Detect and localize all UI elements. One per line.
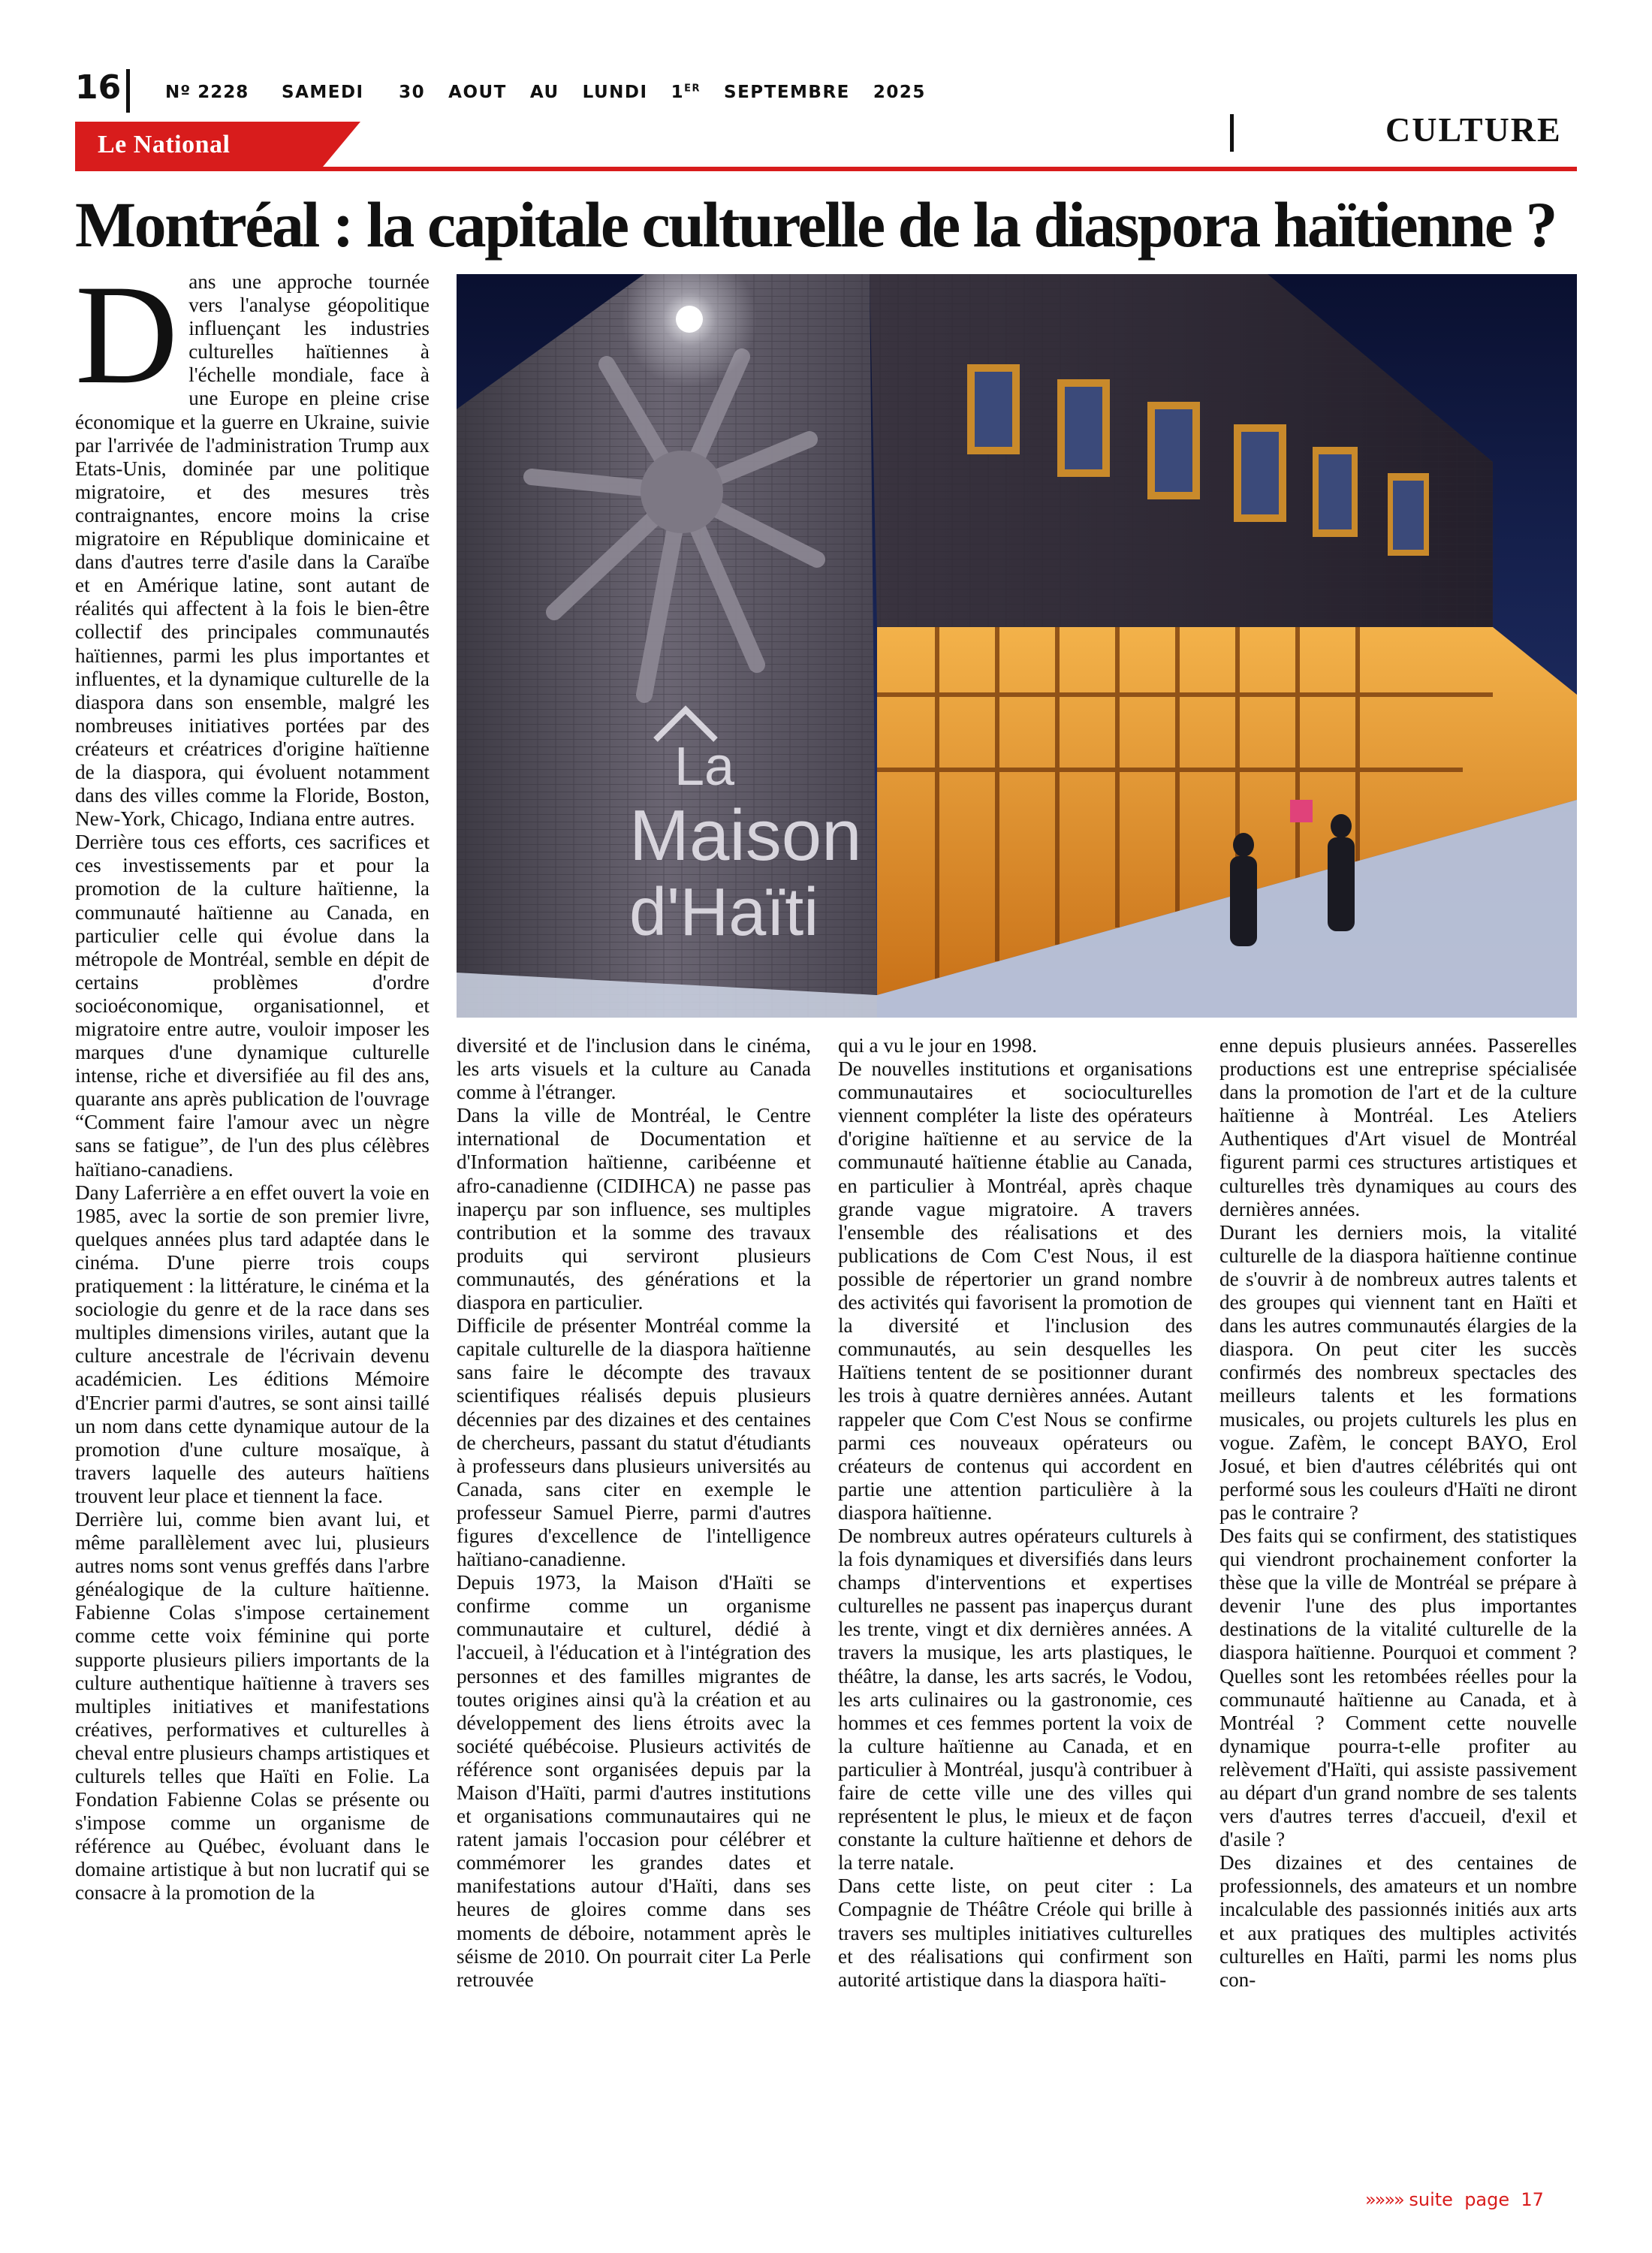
article-paragraph: De nombreux autres opérateurs culturels à la fois dynamiques et diversifiés dans leurs champs d'interventions et expertises culturelles ne passent pas inaperçus durant les trente, vingt et dix dernières années. A travers la musique, les arts plastiques, le théâtre, la danse, les arts sacrés, le Vodou, les arts culinaires ou la gastronomie, ces hommes et ces femmes portent la voix de la culture haïtienne au Canada, et en particulier à Montréal, jusqu'à contribuer à faire de cette ville une des villes qui représentent le plus, le mieux et de façon constante la culture haïtienne et dehors de la terre natale.: [838, 1524, 1192, 1874]
date-suffix: SEPTEMBRE 2025: [701, 83, 926, 102]
page-number: 16: [75, 68, 122, 107]
article-paragraph: enne depuis plusieurs années. Passerelles productions est une entreprise spécialisée dans la promotion de l'art et de la culture haïtienne à Montréal. Les Ateliers Authentiques d'Art visuel de Montréal figurent parmi ces structures artistiques et culturelles très dynamiques au cours des dernières années.: [1219, 1034, 1577, 1220]
article-paragraph: Dans cette liste, on peut citer : La Compagnie de Théâtre Créole qui brille à travers ses multiples initiatives culturelles et des réalisations qui confirment son autorité artistique dans la diaspora haïti-: [838, 1874, 1192, 1991]
continued-arrows: »»»»: [1365, 2189, 1403, 2210]
article-paragraph: qui a vu le jour en 1998.: [838, 1034, 1038, 1057]
article-paragraph: Durant les derniers mois, la vitalité culturelle de la diaspora haïtienne continue de s'ouvrir à de nombreux autres talents et des groupes qui viennent tant en Haïti et dans les autres communautés élargies de la diaspora. On peut citer les succès confirmés des nombreux spectacles des meilleurs talents et les formations musicales, ou projets culturels les plus en vogue. Zafèm, le concept BAYO, Erol Josué, et bien d'autres célébrités qui ont performé sous les couleurs d'Haïti ne diront pas le contraire ?: [1219, 1220, 1577, 1524]
article-paragraph: Dans la ville de Montréal, le Centre international de Documentation et d'Information haïtienne, caribéenne et afro-canadienne (CIDIHCA) ne passe pas inaperçu par son influence, ses multiples contribution et la somme des travaux produits qui serviront plusieurs communautés, des générations et la diaspora en particulier.: [457, 1104, 811, 1314]
paragraph-text: ans une approche tournée vers l'analyse géopolitique influençant les industries culturelles haïtiennes à l'échelle mondiale, face à une Europe en pleine crise économique et la guerre en Ukraine, suivie par l'arrivée de l'administration Trump aux Etats-Unis, dominée par une politique migratoire, et des mesures très contraignantes, encore moins la crise migratoire en République dominicaine et dans d'autres terre d'asile dans la Caraïbe et en Amérique latine, sont autant de réalités qui affectent à la fois le bien-être collectif des principales communautés haïtiennes, parmi les plus importantes et influentes, et la dynamique culturelle de la diaspora dans son ensemble, malgré les nombreuses initiatives portées par des créateurs et créatrices d'origine haïtienne de la diaspora, qui évoluent notamment dans des villes comme la Floride, Boston, New-York, Chicago, Indiana entre autres.: [75, 270, 430, 831]
brand-name: Le National: [98, 131, 231, 158]
article-paragraph: De nouvelles institutions et organisations communautaires et socioculturelles viennent compléter la liste des opérateurs d'origine haïtienne et au service de la communauté haïtienne établie au Canada, en particulier à Montréal, après chaque grande vague migratoire. A travers l'ensemble des réalisations et des publications de Com C'est Nous, il est possible de répertorier un grand nombre des activités qui favorisent la promotion de la diversité et l'inclusion des communautés, au sein desquelles les Haïtiens tentent de se positionner durant les trois à quatre dernières années. Autant rappeler que Com C'est Nous se confirme parmi ces nouveaux opérateurs ou créateurs de contenus qui accordent en partie une attention particulière à la diaspora haïtienne.: [838, 1057, 1192, 1524]
date-prefix: SAMEDI 30 AOUT AU LUNDI 1: [282, 83, 685, 102]
article-paragraph: Derrière tous ces efforts, ces sacrifices et ces investissements par et pour la promotion de la culture haïtienne, la communauté haïtienne au Canada, en particulier celle qui évolue dans la métropole de Montréal, semble en dépit de certains problèmes d'ordre socioéconomique, organisationnel, et migratoire entre autre, vouloir imposer les marques d'une dynamique culturelle intense, riche et diversifiée au fil des ans, quarante ans après publication de l'ouvrage “Comment faire l'amour avec un nègre sans se fatigue”, de l'un des plus célèbres haïtiano-canadiens.: [75, 831, 430, 1181]
date-superscript: ER: [684, 83, 701, 95]
section-label: CULTURE: [1385, 110, 1562, 149]
header-divider: [126, 69, 130, 113]
article-column-4: [1219, 1034, 1577, 1992]
issue-number: Nº 2228: [165, 83, 249, 102]
article-column-1: [75, 256, 430, 1905]
continued-label: suite page 17: [1409, 2189, 1544, 2210]
section-divider: [1230, 114, 1234, 152]
headline: Montréal : la capitale culturelle de la diaspora haïtienne ?: [75, 189, 1556, 261]
article-column-2: [457, 1034, 811, 1992]
drop-cap: D: [75, 256, 179, 414]
article-paragraph: Depuis 1973, la Maison d'Haïti se confirme comme un organisme communautaire et culturel, dédié à l'accueil, à l'éducation et à l'intégration des personnes et des familles migrantes de toutes origines ainsi qu'à la création et au développement des liens étroits avec la société québécoise. Plusieurs activités de référence sont organisées depuis par la Maison d'Haïti, parmi d'autres institutions et organisations communautaires qui ne ratent jamais l'occasion pour célébrer et commémorer les grandes dates et manifestations autour d'Haïti, dans ses heures de gloires comme dans ses moments de déboire, notamment après le séisme de 2010. On pourrait citer La Perle retrouvée: [457, 1571, 811, 1991]
article-paragraph: diversité et de l'inclusion dans le cinéma, les arts visuels et la culture au Canada comme à l'étranger.: [457, 1034, 811, 1104]
article-photo: [457, 274, 1577, 1018]
sign-line-1: La: [674, 737, 735, 797]
header-rule: [75, 167, 1577, 171]
maison-haiti-photo: [457, 274, 1577, 1018]
article-paragraph: [75, 256, 430, 831]
article-paragraph: Des dizaines et des centaines de professionnels, des amateurs et un nombre incalculable des passionnés initiés aux arts et aux pratiques des multiples activités culturelles en Haïti, parmi les noms plus con-: [1219, 1851, 1577, 1991]
issue-date: [282, 83, 926, 102]
article-column-3: [838, 1034, 1192, 1992]
continued-link[interactable]: [1365, 2189, 1544, 2210]
sign-line-3: d'Haïti: [629, 875, 819, 950]
sign-line-2: Maison: [629, 795, 862, 876]
article-paragraph: Des faits qui se confirment, des statistiques qui viendront prochainement conforter la thèse que la ville de Montréal se prépare à devenir l'une des plus importantes destinations de la vitalité culturelle de la diaspora haïtienne. Pourquoi et comment ? Quelles sont les retombées réelles pour la communauté haïtienne au Canada, et à Montréal ? Comment cette nouvelle dynamique pourra-t-elle profiter au relèvement d'Haïti, qui assiste passivement au départ d'un grand nombre de ses talents vers d'autres terres d'accueil, d'exil et d'asile ?: [1219, 1524, 1577, 1851]
article-paragraph: Difficile de présenter Montréal comme la capitale culturelle de la diaspora haïtienne sans faire le décompte des travaux scientifiques réalisés depuis plusieurs décennies par des dizaines et des centaines de chercheurs, passant du statut d'étudiants à professeurs dans plusieurs universités au Canada, sans citer en exemple le professeur Samuel Pierre, parmi d'autres figures d'excellence de l'intelligence haïtiano-canadienne.: [457, 1314, 811, 1571]
article-paragraph: Dany Laferrière a en effet ouvert la voie en 1985, avec la sortie de son premier livre, quelques années plus tard adaptée dans le cinéma. D'une pierre trois coups pratiquement : la littérature, le cinéma et la sociologie du genre et de la race dans ses multiples dimensions viriles, autant que la culture ancestrale de l'écrivain devenu académicien. Les éditions Mémoire d'Encrier parmi d'autres, se sont ainsi taillé un nom dans cette dynamique autour de la promotion d'une culture mosaïque, à travers laquelle des auteurs haïtiens trouvent leur place et tiennent la face.: [75, 1181, 430, 1507]
article-paragraph: Derrière lui, comme bien avant lui, et même parallèlement avec lui, plusieurs autres noms sont venus greffés dans l'arbre généalogique de la culture haïtienne. Fabienne Colas s'impose certainement comme cette voix féminine qui porte supporte plusieurs piliers importants de la culture authentique haïtienne à travers ses multiples initiatives et manifestations créatives, performatives et culturelles à cheval entre plusieurs champs artistiques et culturels telles que Haïti en Folie. La Fondation Fabienne Colas se présente ou s'impose comme un organisme de référence au Québec, évoluant dans le domaine artistique à but non lucratif qui se consacre à la promotion de la: [75, 1507, 430, 1905]
